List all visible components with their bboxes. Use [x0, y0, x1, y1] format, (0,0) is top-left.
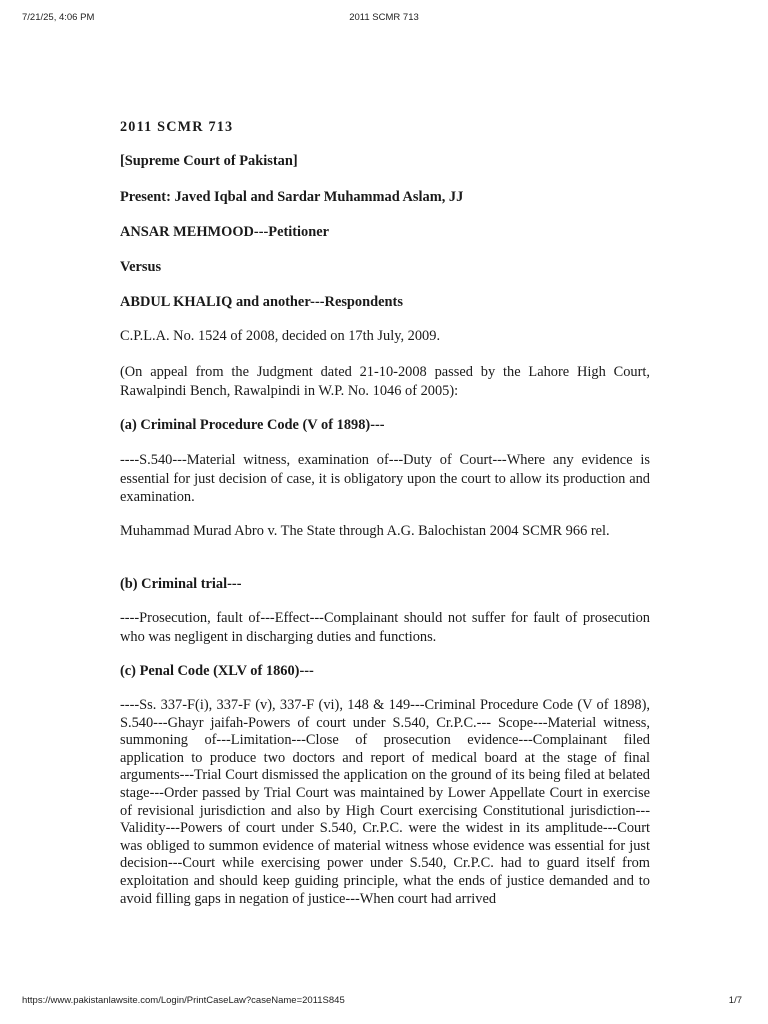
bench-members: Present: Javed Iqbal and Sardar Muhammad Aslam, JJ [120, 189, 464, 205]
print-page-title: 2011 SCMR 713 [349, 12, 419, 23]
court-name: [Supreme Court of Pakistan] [120, 153, 298, 169]
print-footer [0, 995, 768, 1009]
heading-a: (a) Criminal Procedure Code (V of 1898)--- [120, 417, 385, 433]
respondents: ABDUL KHALIQ and another---Respondents [120, 294, 403, 310]
paragraph-b: ----Prosecution, fault of---Effect---Complainant should not suffer for fault of prosecution who was negligent in discharging duties and functions. [120, 610, 650, 645]
versus-label: Versus [120, 259, 162, 275]
source-url: https://www.pakistanlawsite.com/Login/PrintCaseLaw?caseName=2011S845 [22, 995, 345, 1006]
heading-c: (c) Penal Code (XLV of 1860)--- [120, 663, 314, 679]
paragraph-c: ----Ss. 337-F(i), 337-F (v), 337-F (vi), 148 & 149---Criminal Procedure Code (V of 1898), S.540---Ghayr jaifah-Powers of court under S.540, Cr.P.C.--- Scope---Material witness, summoning of---Limitation---Close of prosecution evidence---Complainant filed application to produce two doctors and report of medical board at the stage of final arguments---Trial Court dismissed the application on the ground of its being filed at belated stage---Order passed by Trial Court was maintained by Lower Appellate Court in exercise of revisional jurisdiction and also by High Court exercising Constitutional jurisdiction---Validity---Powers of court under S.540, Cr.P.C. were the widest in its amplitude---Court was obliged to summon evidence of material witness whose evidence was essential for just decision---Court while exercising power under S.540, Cr.P.C. had to guard itself from exploitation and should keep guiding principle, what the ends of justice demanded and to avoid filling gaps in negation of justice---When court had arrived [120, 697, 650, 907]
print-datetime: 7/21/25, 4:06 PM [22, 12, 95, 23]
page-number: 1/7 [728, 995, 742, 1006]
case-citation: 2011 SCMR 713 [120, 119, 234, 135]
petitioner: ANSAR MEHMOOD---Petitioner [120, 224, 330, 240]
print-header [0, 12, 768, 26]
paragraph-a: ----S.540---Material witness, examination of---Duty of Court---Where any evidence is essential for just decision of case, it is obligatory upon the court to allow its production and examination. [120, 452, 650, 505]
appeal-note: (On appeal from the Judgment dated 21-10-2008 passed by the Lahore High Court, Rawalpindi Bench, Rawalpindi in W.P. No. 1046 of 2005): [120, 364, 650, 399]
case-number: C.P.L.A. No. 1524 of 2008, decided on 17th July, 2009. [120, 328, 441, 344]
reference-a: Muhammad Murad Abro v. The State through A.G. Balochistan 2004 SCMR 966 rel. [120, 523, 610, 539]
heading-b: (b) Criminal trial--- [120, 576, 242, 592]
